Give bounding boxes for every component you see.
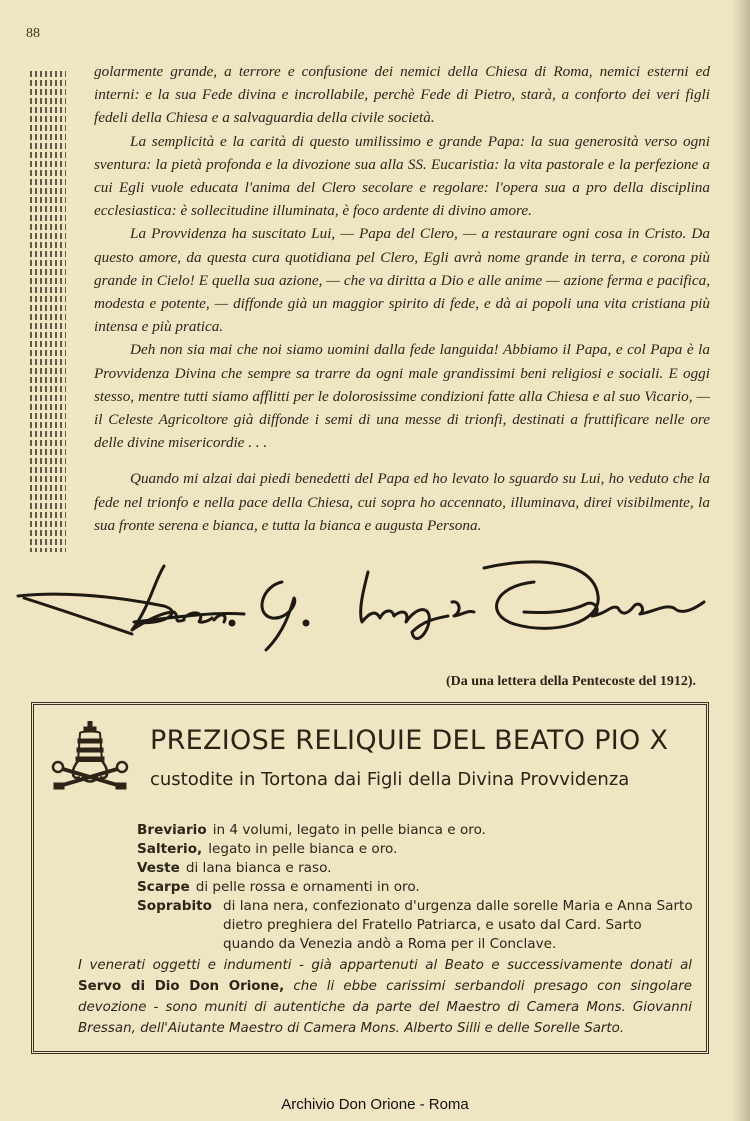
relic-name: Veste bbox=[137, 860, 180, 876]
letter-paragraph: La semplicità e la carità di questo umilissimo e grande Papa: la sua generosità verso ogni sventura: la pietà profonda e la divozione sua alla SS. Eucaristia: la vita pastorale e la perfezione a cui Egli vuole educata l'anima del Clero secolare e regolare: l'opera sua a pro della disciplina ecclesiastica: è sollecitudine illuminata, è foco ardente di divino amore. bbox=[94, 132, 710, 220]
handwritten-signature bbox=[14, 552, 734, 662]
letter-paragraph: La Provvidenza ha suscitato Lui, — Papa del Clero, — a restaurare ogni cosa in Cristo. Da questo amore, da questa cura quotidiana pel Clero, Egli avrà nome grande in terra, e corona più grande in Cielo! E quella sua azione, — che va diritta a Dio e alle anime — azione ferma e pacifica, modesta e potente, — diffonde già un maggior spirito di fede, e dà ai popoli una vita cristiana più intensa e più pratica. bbox=[94, 225, 710, 336]
note-text: I venerati oggetti e indumenti - già appartenuti al Beato e successivamente donati al bbox=[78, 958, 692, 973]
relic-description: di lana nera, confezionato d'urgenza dalle sorelle Maria e Anna Sarto dietro preghiera del Fratello Patriarca, e usato dal Card. Sarto quando da Venezia andò a Roma per il Conclave. bbox=[223, 898, 693, 952]
relic-item bbox=[137, 878, 697, 897]
note-text: che li ebbe carissimi serbandoli presago con singolare devozione - sono muniti di autentiche da parte del Maestro di Camera Mons. Giovanni Bressan, dell'Aiutante Maestro di Camera Mons. Alberto Silli e delle Sorelle Sarto. bbox=[78, 979, 692, 1036]
letter-paragraph: golarmente grande, a terrore e confusione dei nemici della Chiesa di Roma, nemici esterni ed interni: e la sua Fede divina e incrollabile, perchè Fede di Pietro, starà, a conforto dei veri figli fedeli della Chiesa e a salvaguardia della civile società. bbox=[94, 63, 710, 127]
relics-title: PREZIOSE RELIQUIE DEL BEATO PIO X bbox=[150, 725, 669, 756]
relic-item bbox=[137, 821, 697, 840]
relic-name: Soprabito bbox=[137, 898, 212, 914]
note-highlight: Servo di Dio Don Orione, bbox=[78, 979, 285, 994]
relic-description: in 4 volumi, legato in pelle bianca e oro. bbox=[212, 822, 486, 838]
decorative-border-strip bbox=[30, 68, 66, 552]
relic-name: Scarpe bbox=[137, 879, 190, 895]
relics-subtitle: custodite in Tortona dai Figli della Divina Provvidenza bbox=[150, 769, 630, 790]
relic-description: di lana bianca e raso. bbox=[185, 860, 332, 876]
relics-box bbox=[31, 702, 709, 1054]
archive-footer: Archivio Don Orione - Roma bbox=[281, 1096, 469, 1113]
page-number: 88 bbox=[26, 26, 40, 41]
relic-description: di pelle rossa e ornamenti in oro. bbox=[195, 879, 420, 895]
letter-source-citation: (Da una lettera della Pentecoste del 1912). bbox=[446, 674, 696, 689]
relic-item bbox=[137, 859, 697, 878]
relic-description: legato in pelle bianca e oro. bbox=[208, 841, 398, 857]
papal-tiara-keys-icon bbox=[50, 721, 130, 795]
page-edge-shadow bbox=[732, 0, 750, 1121]
relic-name: Salterio, bbox=[137, 841, 203, 857]
letter-paragraph: Quando mi alzai dai piedi benedetti del Papa ed ho levato lo sguardo su Lui, ho veduto che la fede nel trionfo e nella pace della Chiesa, cui sopra ho accennato, illuminava, direi visibilmente, la sua fronte serena e bianca, e tutta la bianca e augusta Persona. bbox=[94, 470, 710, 534]
relics-list bbox=[137, 821, 697, 954]
letter-paragraph: Deh non sia mai che noi siamo uomini dalla fede languida! Abbiamo il Papa, e col Papa è la Provvidenza Divina che sempre sa trarre da ogni male grandissimi beni religiosi e sociali. E oggi stesso, mentre tutti siamo afflitti per le dolorosissime condizioni fatte alla Chiesa e al suo Vicario, — il Celeste Agricoltore già diffonde i semi di una messe di trionfi, destinati a fruttificare nelle ore delle divine misericordie . . . bbox=[94, 341, 710, 452]
letter-text bbox=[94, 60, 710, 537]
relic-item bbox=[137, 897, 697, 954]
relics-provenance-note bbox=[78, 955, 692, 1039]
relic-item bbox=[137, 840, 697, 859]
relic-name: Breviario bbox=[137, 822, 207, 838]
